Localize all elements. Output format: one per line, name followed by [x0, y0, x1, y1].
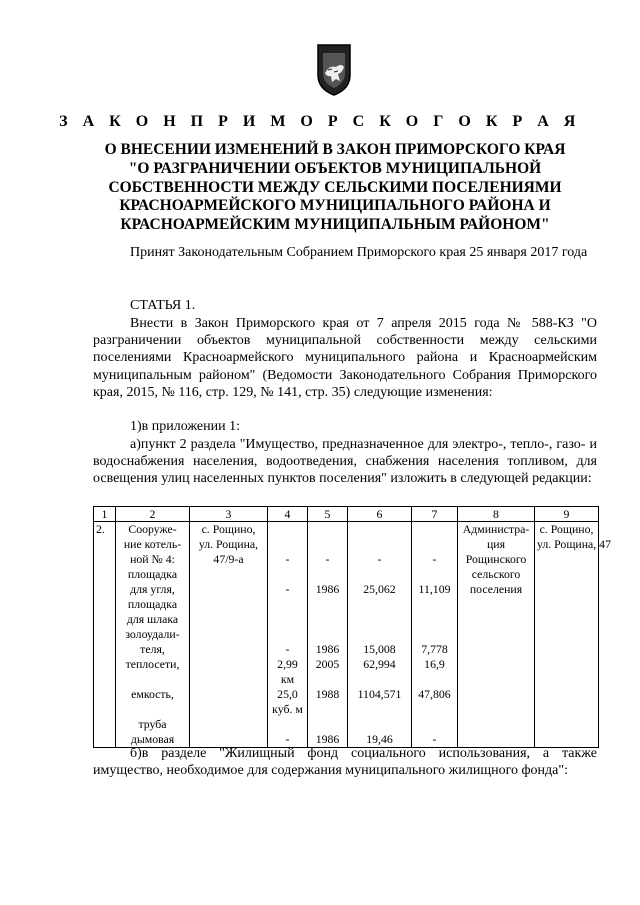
row-number: 2. — [94, 522, 116, 748]
subtitle-line: "О РАЗГРАНИЧЕНИИ ОБЪЕКТОВ МУНИЦИПАЛЬНОЙ — [128, 159, 542, 177]
adoption-note: Принят Законодательным Собранием Приморского края 25 января 2017 года — [130, 245, 588, 260]
coat-of-arms-emblem — [314, 43, 354, 97]
item-1a: а)пункт 2 раздела "Имущество, предназначенное для электро-, тепло-, газо- и водоснабжения населения, водоотведения, снабжения населения топливом, для освещения улиц населенных пунктов поселения" изложить в следующей редакции: — [93, 437, 597, 487]
table-header-cell: 5 — [308, 507, 348, 522]
table-header-cell: 1 — [94, 507, 116, 522]
table-header-cell: 9 — [535, 507, 599, 522]
table-header-row — [94, 507, 599, 522]
length-volume-cell: - - - 2,99 км 25,0 куб. м - — [268, 522, 308, 748]
item-1b: б)в разделе "Жилищный фонд социального использования, а также имущество, необходимое для содержания муниципального жилищного фонда": — [93, 746, 597, 779]
property-table — [93, 506, 611, 748]
table-header-cell: 6 — [348, 507, 412, 522]
subtitle-line: КРАСНОАРМЕЙСКИМ МУНИЦИПАЛЬНЫМ РАЙОНОМ" — [120, 216, 550, 234]
table-header-cell: 7 — [412, 507, 458, 522]
table-header-cell: 4 — [268, 507, 308, 522]
subtitle-line: О ВНЕСЕНИИ ИЗМЕНЕНИЙ В ЗАКОН ПРИМОРСКОГО КРАЯ — [104, 141, 566, 158]
article-intro: Внести в Закон Приморского края от 7 апреля 2015 года № 588-КЗ "О разграничении объектов муниципальной собственности между сельскими поселениями Красноармейского муниципального района и Красноармейским муниципальным районом" (Ведомости Законодательного Собрания Приморского края, 2015, № 116, стр. 129, № 141, стр. 35) следующие изменения: — [93, 316, 597, 400]
year-cell: - 1986 1986 2005 1988 1986 — [308, 522, 348, 748]
table-header-cell: 3 — [190, 507, 268, 522]
residual-value-cell: - 11,109 7,778 16,9 47,806 - — [412, 522, 458, 748]
item-1: 1)в приложении 1: — [130, 419, 240, 434]
book-value-cell: - 25,062 15,008 62,994 1104,571 19,46 — [348, 522, 412, 748]
subtitle-line: СОБСТВЕННОСТИ МЕЖДУ СЕЛЬСКИМИ ПОСЕЛЕНИЯМИ — [108, 178, 562, 196]
table-header-cell: 8 — [458, 507, 535, 522]
recipient-cell: с. Рощино, ул. Рощина, 47 — [535, 522, 599, 748]
subtitle-line: КРАСНОАРМЕЙСКОГО МУНИЦИПАЛЬНОГО РАЙОНА И — [119, 197, 551, 215]
address-cell: с. Рощино, ул. Рощина, 47/9-а — [190, 522, 268, 748]
law-subtitle — [100, 141, 570, 235]
table-header-cell: 2 — [116, 507, 190, 522]
law-title: З А К О Н П Р И М О Р С К О Г О К Р А Я — [59, 113, 581, 130]
object-name-cell: Сооруже- ние котель- ной № 4: площадка для угля, площадка для шлака золоудали- теля, теплосети, емкость, труба дымовая — [116, 522, 190, 748]
table-row — [94, 522, 599, 748]
article-heading: СТАТЬЯ 1. — [130, 298, 196, 313]
holder-cell: Администра- ция Рощинского сельского поселения — [458, 522, 535, 748]
